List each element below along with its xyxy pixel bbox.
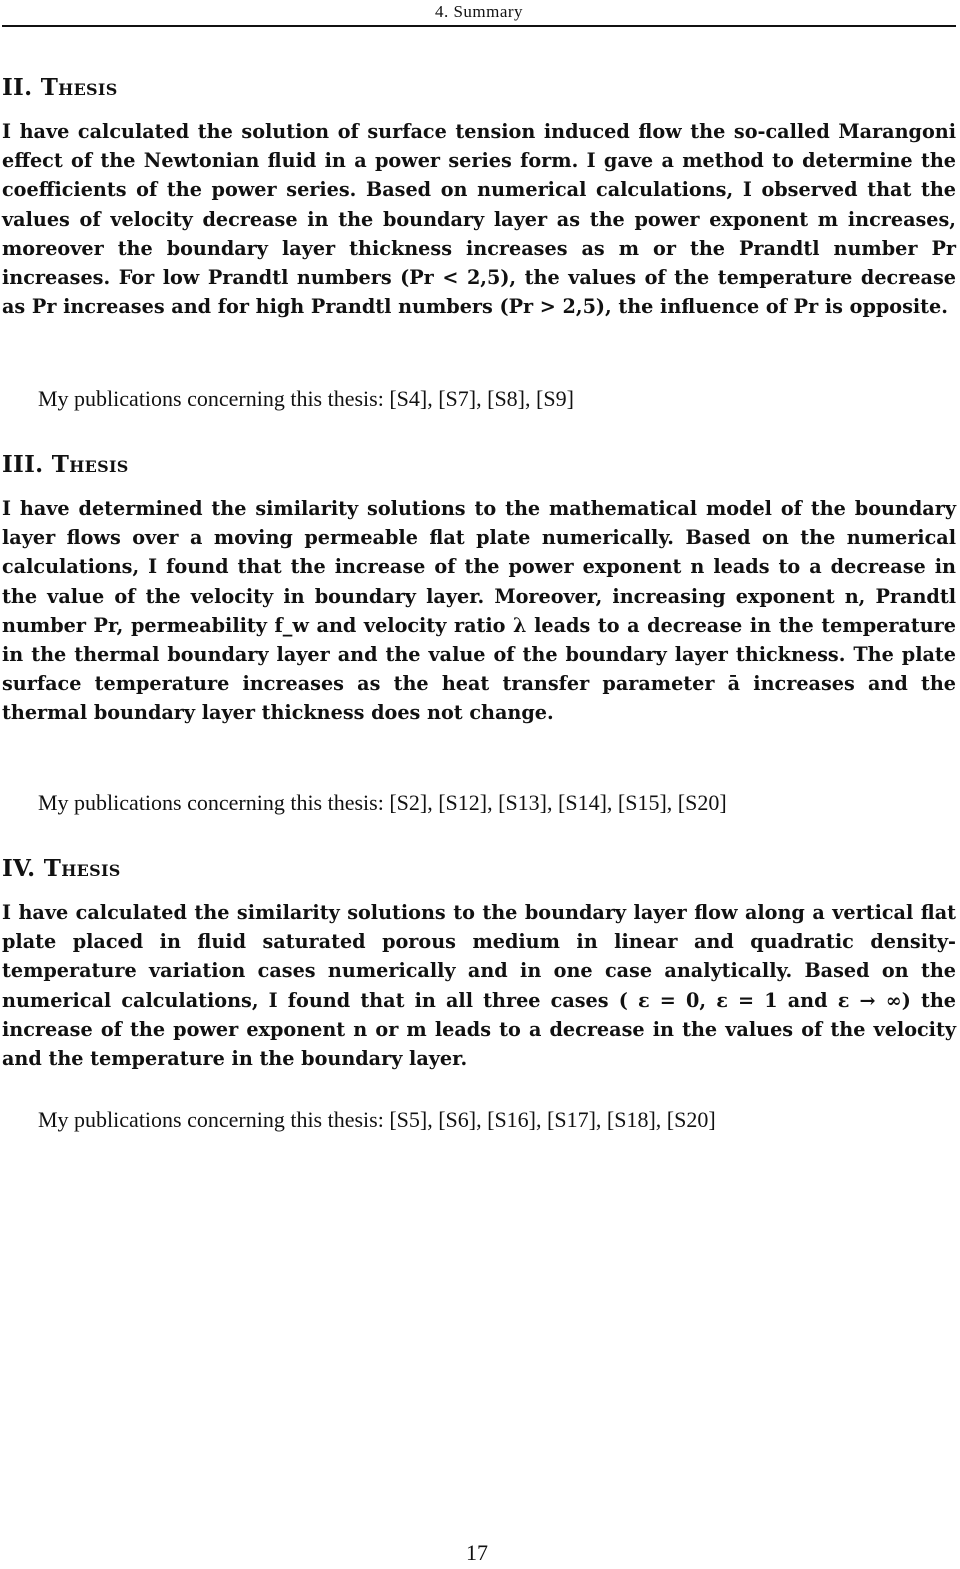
header-rule bbox=[2, 25, 956, 27]
thesis-section-4 bbox=[2, 854, 956, 1073]
publications-line: My publications concerning this thesis: [S2], [S12], [S13], [S14], [S15], [S20] bbox=[38, 790, 727, 815]
publications-block-3 bbox=[2, 788, 956, 818]
page-number: 17 bbox=[466, 1540, 488, 1565]
thesis-statement: I have calculated the solution of surface tension induced flow the so-called Marangoni effect of the Newtonian fluid in a power series form. I gave a method to determine the coefficients of the power series. Based on numerical calculations, I observed that the values of velocity decrease in the boundary layer as the power exponent m increases, moreover the boundary layer thickness increases as m or the Prandtl number Pr increases. For low Prandtl numbers (Pr < 2,5), the values of the temperature decrease as Pr increases and for high Prandtl numbers (Pr > 2,5), the influence of Pr is opposite. bbox=[2, 120, 956, 319]
publications-line: My publications concerning this thesis: [S5], [S6], [S16], [S17], [S18], [S20] bbox=[38, 1107, 716, 1132]
publications-block-4 bbox=[2, 1105, 956, 1135]
section-heading: IV. Thesis bbox=[2, 855, 121, 882]
section-heading: II. Thesis bbox=[2, 74, 118, 101]
running-head: 4. Summary bbox=[434, 2, 524, 21]
thesis-statement: I have determined the similarity solutions to the mathematical model of the boundary layer flows over a moving permeable flat plate numerically. Based on the numerical calculations, I found that the increase of the power exponent n leads to a decrease in the value of the velocity in boundary layer. Moreover, increasing exponent n, Prandtl number Pr, permeability f_w and velocity ratio λ leads to a decrease in the temperature in the thermal boundary layer and the value of the boundary layer thickness. The plate surface temperature increases as the heat transfer parameter ā increases and the thermal boundary layer thickness does not change. bbox=[2, 497, 956, 725]
publications-line: My publications concerning this thesis: [S4], [S7], [S8], [S9] bbox=[38, 386, 574, 411]
thesis-section-2 bbox=[2, 73, 956, 321]
thesis-statement: I have calculated the similarity solutions to the boundary layer flow along a vertical flat plate placed in fluid saturated porous medium in linear and quadratic density-temperature variation cases numerically and in one case analytically. Based on the numerical calculations, I found that in all three cases ( ε = 0, ε = 1 and ε → ∞) the increase of the power exponent n or m leads to a decrease in the values of the velocity and the temperature in the boundary layer. bbox=[2, 901, 956, 1071]
section-heading: III. Thesis bbox=[2, 451, 129, 478]
publications-block-2 bbox=[2, 384, 956, 414]
thesis-section-3 bbox=[2, 450, 956, 728]
